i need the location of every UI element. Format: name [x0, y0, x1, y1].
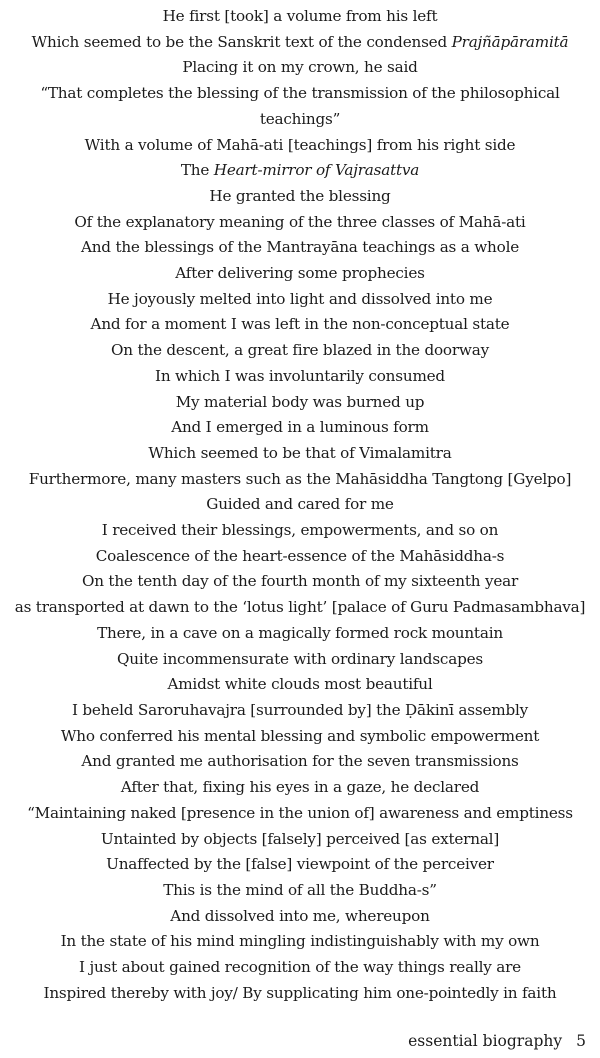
verse-line: as transported at dawn to the ‘lotus light’ [palace of Guru Padmasambhava]: [14, 598, 586, 617]
verse-line: And for a moment I was left in the non-conceptual state: [90, 315, 510, 334]
verse-line: There, in a cave on a magically formed rock mountain: [97, 623, 503, 642]
verse-line: He granted the blessing: [209, 186, 391, 205]
verse-line: After that, fixing his eyes in a gaze, he declared: [120, 778, 480, 797]
verse-line: Amidst white clouds most beautiful: [167, 675, 433, 694]
verse-line: “That completes the blessing of the transmission of the philosophical: [40, 84, 560, 103]
verse-line: teachings”: [259, 109, 341, 128]
verse-line: Which seemed to be the Sanskrit text of the condensed Prajñāpāramitā: [31, 32, 569, 51]
verse-line: Coalescence of the heart-essence of the Mahāsiddha-s: [95, 546, 505, 565]
verse-line: On the tenth day of the fourth month of my sixteenth year: [81, 572, 519, 591]
page-number: 5: [576, 1032, 586, 1050]
verse-line: I just about gained recognition of the way things really are: [79, 958, 521, 977]
verse-line: Placing it on my crown, he said: [182, 58, 418, 77]
verse-line: Inspired thereby with joy/ By supplicating him one-pointedly in faith: [43, 983, 557, 1002]
verse-line: Furthermore, many masters such as the Mahāsiddha Tangtong [Gyelpo]: [28, 469, 572, 488]
verse-line: In the state of his mind mingling indistinguishably with my own: [60, 932, 540, 951]
verse-line: And dissolved into me, whereupon: [170, 906, 430, 925]
verse-line: Quite incommensurate with ordinary landscapes: [116, 649, 483, 668]
verse-line: This is the mind of all the Buddha-s”: [163, 880, 437, 899]
verse-line: He joyously melted into light and dissolved into me: [107, 289, 493, 308]
verse-line: In which I was involuntarily consumed: [155, 366, 445, 385]
verse-line: “Maintaining naked [presence in the union of] awareness and emptiness: [27, 803, 573, 822]
verse-line: Who conferred his mental blessing and symbolic empowerment: [60, 726, 540, 745]
verse-line: I beheld Saroruhavajra [surrounded by] the Ḍākinī assembly: [71, 700, 529, 719]
verse-line: And the blessings of the Mantrayāna teachings as a whole: [80, 238, 520, 257]
verse-text: [0, 4, 600, 1006]
verse-line: Of the explanatory meaning of the three classes of Mahā-ati: [74, 212, 526, 231]
verse-line: I received their blessings, empowerments, and so on: [101, 521, 499, 540]
verse-line: With a volume of Mahā-ati [teachings] from his right side: [84, 135, 516, 154]
page-footer: [408, 1032, 586, 1050]
verse-line: Unaffected by the [false] viewpoint of the perceiver: [106, 855, 494, 874]
verse-line: Guided and cared for me: [206, 495, 394, 514]
verse-line: And I emerged in a luminous form: [171, 418, 429, 437]
verse-line: My material body was burned up: [175, 392, 425, 411]
verse-line: After delivering some prophecies: [175, 264, 425, 283]
verse-line: And granted me authorisation for the seven transmissions: [81, 752, 519, 771]
verse-line: The Heart-mirror of Vajrasattva: [180, 161, 420, 180]
verse-line: Which seemed to be that of Vimalamitra: [148, 443, 452, 462]
verse-line: Untainted by objects [falsely] perceived [as external]: [100, 829, 500, 848]
running-title: essential biography: [408, 1032, 563, 1050]
verse-line: He first [took] a volume from his left: [162, 7, 438, 25]
verse-line: On the descent, a great fire blazed in the doorway: [111, 341, 489, 360]
